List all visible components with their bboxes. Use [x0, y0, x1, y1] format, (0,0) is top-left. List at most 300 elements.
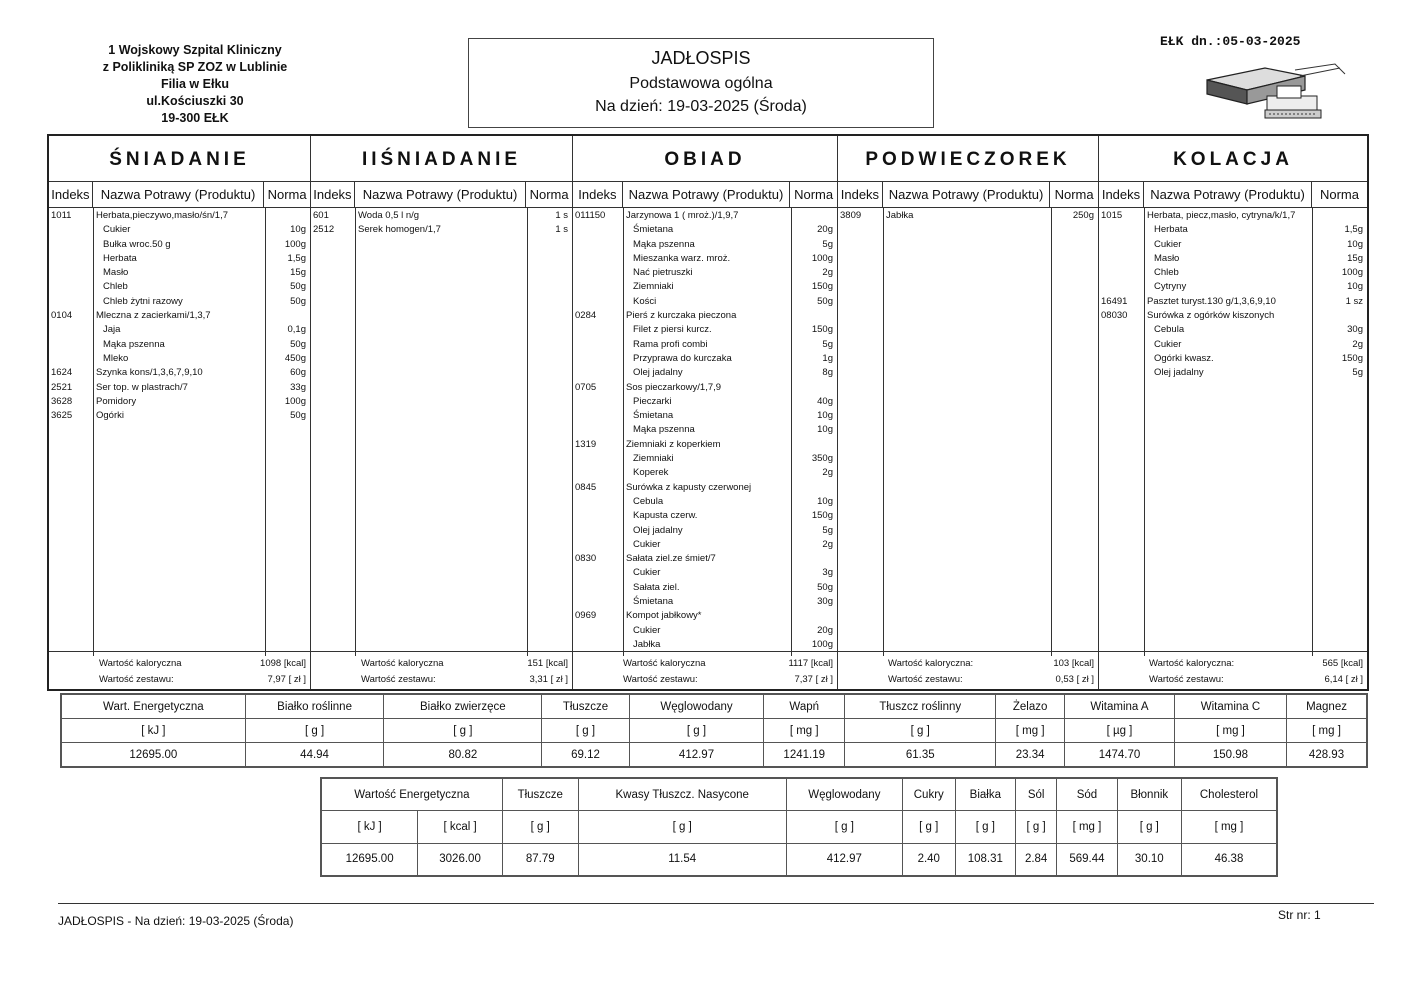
item-name: Jaja — [103, 324, 121, 336]
item-name: Sałata ziel. — [633, 581, 680, 593]
table-cell: Magnez — [1287, 695, 1367, 719]
table-cell: Wartość Energetyczna — [322, 779, 503, 811]
table-cell: Tłuszcz roślinny — [845, 695, 996, 719]
cost: 0,53 [ zł ] — [1055, 674, 1094, 685]
meal-rows — [49, 210, 310, 424]
list-item — [1099, 296, 1367, 310]
item-index: 0830 — [575, 553, 597, 565]
table-cell: 61.35 — [845, 743, 996, 767]
table-cell: 3026.00 — [418, 843, 503, 875]
item-index: 2521 — [51, 381, 73, 393]
list-item — [573, 367, 837, 381]
item-norm: 50g — [290, 338, 306, 350]
table-cell: [ g ] — [955, 811, 1015, 843]
table-cell: [ g ] — [502, 811, 578, 843]
item-name: Mąka pszenna — [633, 238, 695, 250]
item-name: Ziemniaki — [633, 281, 674, 293]
list-item — [1099, 210, 1367, 224]
meal-summary — [49, 651, 310, 691]
menu-table — [47, 134, 1369, 691]
meal-title: ŚNIADANIE — [49, 136, 310, 182]
item-norm: 20g — [817, 224, 833, 236]
list-item — [1099, 353, 1367, 367]
item-norm: 10g — [817, 410, 833, 422]
item-norm: 2g — [822, 267, 833, 279]
table-cell: 569.44 — [1057, 843, 1117, 875]
table-cell: 428.93 — [1287, 743, 1367, 767]
item-name: Herbata, piecz,masło, cytryna/k/1,7 — [1147, 210, 1296, 221]
meal-title: IIŚNIADANIE — [311, 136, 572, 182]
item-index: 0705 — [575, 381, 597, 393]
item-norm: 8g — [822, 367, 833, 379]
table-cell: [ g ] — [1016, 811, 1057, 843]
item-index: 1624 — [51, 367, 73, 379]
list-item — [838, 210, 1098, 224]
item-norm: 50g — [817, 295, 833, 307]
item-norm: 40g — [817, 395, 833, 407]
item-name: Jarzynowa 1 ( mroż.)/1,9,7 — [626, 210, 739, 221]
table-cell: Sód — [1057, 779, 1117, 811]
cost: 3,31 [ zł ] — [529, 674, 568, 685]
list-item — [1099, 367, 1367, 381]
list-item — [49, 296, 310, 310]
book-computer-icon — [1205, 62, 1355, 122]
meal-summary — [838, 651, 1098, 691]
list-item — [573, 224, 837, 238]
item-name: Olej jadalny — [1154, 367, 1204, 379]
column-headers — [838, 182, 1098, 208]
item-name: Bułka wroc.50 g — [103, 238, 171, 250]
meal-rows — [1099, 210, 1367, 382]
list-item — [573, 410, 837, 424]
hospital-line2: z Polikliniką SP ZOZ w Lublinie — [102, 60, 288, 74]
item-name: Herbata — [103, 252, 137, 264]
meal-title: KOLACJA — [1099, 136, 1367, 182]
kcal: 1117 [kcal] — [788, 658, 833, 669]
item-name: Ser top. w plastrach/7 — [96, 381, 188, 393]
item-name: Mleko — [103, 352, 129, 364]
item-index: 1011 — [51, 210, 72, 221]
item-name: Cukier — [633, 624, 661, 636]
kcal: 103 [kcal] — [1053, 658, 1094, 669]
hospital-name: 1 Wojskowy Szpital Kliniczny — [108, 43, 282, 57]
table-cell: [ µg ] — [1065, 719, 1175, 743]
table-cell: [ mg ] — [1174, 719, 1286, 743]
table-cell: [ g ] — [578, 811, 786, 843]
list-item — [573, 482, 837, 496]
item-norm: 1,5g — [287, 252, 306, 264]
item-norm: 100g — [284, 395, 306, 407]
item-name: Pomidory — [96, 395, 137, 407]
item-name: Filet z piersi kurcz. — [633, 324, 712, 336]
item-name: Kompot jabłkowy* — [626, 610, 702, 622]
list-item — [49, 267, 310, 281]
table-cell: Węglowodany — [629, 695, 763, 719]
kcal: 151 [kcal] — [527, 658, 568, 669]
item-name: Chleb — [1154, 267, 1179, 279]
column-headers — [49, 182, 310, 208]
column-headers — [311, 182, 572, 208]
item-norm: 60g — [290, 367, 306, 379]
menu-date: Na dzień: 19-03-2025 (Środa) — [595, 98, 807, 115]
column-divider — [527, 208, 528, 656]
list-item — [49, 253, 310, 267]
list-item — [573, 496, 837, 510]
list-item — [1099, 339, 1367, 353]
header-index: Indeks — [573, 182, 623, 207]
meal-column — [1099, 136, 1367, 689]
item-index: 2512 — [313, 224, 335, 236]
table-cell: Wart. Energetyczna — [62, 695, 246, 719]
list-item — [49, 310, 310, 324]
table-cell: 80.82 — [384, 743, 542, 767]
item-norm: 150g — [811, 324, 833, 336]
cost-label: Wartość zestawu: — [1149, 674, 1224, 685]
page-number: Str nr: 1 — [1278, 908, 1321, 922]
list-item — [573, 525, 837, 539]
table-cell: Białka — [955, 779, 1015, 811]
table-cell: [ mg ] — [1057, 811, 1117, 843]
item-norm: 33g — [290, 381, 306, 393]
table-cell: 2.40 — [902, 843, 955, 875]
item-index: 0845 — [575, 481, 597, 493]
item-norm: 150g — [1341, 352, 1363, 364]
table-cell: Witamina C — [1174, 695, 1286, 719]
list-item — [49, 281, 310, 295]
item-name: Jabłka — [633, 638, 661, 650]
item-norm: 10g — [290, 224, 306, 236]
hospital-city: 19-300 EŁK — [161, 111, 229, 125]
item-norm: 10g — [1347, 238, 1363, 250]
item-norm: 1 s — [555, 210, 568, 221]
table-cell: 69.12 — [542, 743, 630, 767]
item-name: Mleczna z zacierkami/1,3,7 — [96, 310, 211, 322]
table-cell: [ g ] — [902, 811, 955, 843]
issue-date: EŁK dn.:05-03-2025 — [1160, 34, 1301, 49]
item-name: Olej jadalny — [633, 524, 683, 536]
item-norm: 10g — [817, 495, 833, 507]
item-index: 011150 — [575, 210, 606, 221]
list-item — [573, 281, 837, 295]
table-cell: 12695.00 — [62, 743, 246, 767]
table-cell: [ g ] — [845, 719, 996, 743]
table-cell: 23.34 — [996, 743, 1065, 767]
table-cell: Cukry — [902, 779, 955, 811]
header-norm: Norma — [267, 187, 307, 202]
column-divider — [883, 208, 884, 656]
item-norm: 2g — [822, 538, 833, 550]
list-item — [1099, 224, 1367, 238]
list-item — [49, 396, 310, 410]
table-cell: Tłuszcze — [502, 779, 578, 811]
item-index: 08030 — [1101, 310, 1128, 322]
header-norm: Norma — [1054, 187, 1094, 202]
table-cell: 108.31 — [955, 843, 1015, 875]
list-item — [49, 224, 310, 238]
table-cell: [ g ] — [629, 719, 763, 743]
column-divider — [1051, 208, 1052, 656]
item-name: Woda 0,5 l n/g — [358, 210, 420, 221]
table-cell: 87.79 — [502, 843, 578, 875]
kcal: 565 [kcal] — [1322, 658, 1363, 669]
item-name: Masło — [103, 267, 129, 279]
list-item — [49, 382, 310, 396]
cost-label: Wartość zestawu: — [99, 674, 174, 685]
item-name: Ogórki kwasz. — [1154, 352, 1214, 364]
unit-row — [322, 811, 1277, 843]
item-index: 0104 — [51, 310, 73, 322]
table-cell: 12695.00 — [322, 843, 418, 875]
item-norm: 50g — [290, 295, 306, 307]
table-cell: Białko zwierzęce — [384, 695, 542, 719]
list-item — [573, 382, 837, 396]
meal-column — [311, 136, 573, 689]
item-norm: 5g — [1352, 367, 1363, 379]
meal-summary — [311, 651, 572, 691]
item-norm: 1 s — [555, 224, 568, 236]
item-name: Kapusta czerw. — [633, 510, 698, 522]
item-norm: 15g — [1347, 252, 1363, 264]
header-name: Nazwa Potrawy (Produktu) — [883, 182, 1050, 207]
header-norm: Norma — [1319, 187, 1359, 202]
list-item — [1099, 253, 1367, 267]
kcal-label: Wartość kaloryczna — [99, 658, 182, 669]
item-name: Ogórki — [96, 410, 124, 422]
item-norm: 50g — [817, 581, 833, 593]
item-norm: 100g — [1341, 267, 1363, 279]
item-name: Sos pieczarkowy/1,7,9 — [626, 381, 722, 393]
cost: 7,97 [ zł ] — [267, 674, 306, 685]
list-item — [573, 310, 837, 324]
table-cell: 1241.19 — [764, 743, 845, 767]
list-item — [49, 339, 310, 353]
item-norm: 0,1g — [287, 324, 306, 336]
item-name: Pieczarki — [633, 395, 672, 407]
meal-summary — [1099, 651, 1367, 691]
meal-title: PODWIECZOREK — [838, 136, 1098, 182]
table-cell: [ g ] — [1117, 811, 1181, 843]
item-norm: 250g — [1072, 210, 1094, 221]
item-name: Masło — [1154, 252, 1180, 264]
list-item — [573, 596, 837, 610]
table-cell: [ g ] — [542, 719, 630, 743]
meal-summary — [573, 651, 837, 691]
header-name: Nazwa Potrawy (Produktu) — [1144, 182, 1312, 207]
header-norm: Norma — [529, 187, 569, 202]
item-norm: 2g — [822, 467, 833, 479]
item-norm: 1,5g — [1344, 224, 1363, 236]
item-name: Śmietana — [633, 224, 674, 236]
table-cell: Cholesterol — [1181, 779, 1276, 811]
page-title: JADŁOSPIS — [651, 48, 751, 68]
item-name: Śmietana — [633, 410, 674, 422]
item-name: Cukier — [633, 567, 661, 579]
header-row — [62, 695, 1367, 719]
list-item — [311, 224, 572, 238]
kcal-label: Wartość kaloryczna — [623, 658, 706, 669]
column-divider — [355, 208, 356, 656]
table-cell: [ g ] — [245, 719, 384, 743]
table-cell: 44.94 — [245, 743, 384, 767]
list-item — [1099, 239, 1367, 253]
item-index: 0284 — [575, 310, 597, 322]
list-item — [1099, 267, 1367, 281]
meal-rows — [311, 210, 572, 239]
kcal-label: Wartość kaloryczna: — [888, 658, 974, 669]
item-norm: 5g — [822, 524, 833, 536]
item-index: 1319 — [575, 438, 597, 450]
item-name: Cebula — [633, 495, 664, 507]
header-name: Nazwa Potrawy (Produktu) — [355, 182, 526, 207]
meal-rows — [838, 210, 1098, 224]
table-cell: 150.98 — [1174, 743, 1286, 767]
list-item — [573, 610, 837, 624]
column-headers — [573, 182, 837, 208]
list-item — [311, 210, 572, 224]
list-item — [573, 267, 837, 281]
item-norm: 450g — [284, 352, 306, 364]
kcal: 1098 [kcal] — [260, 658, 306, 669]
item-name: Mieszanka warz. mroż. — [633, 252, 731, 264]
table-cell: 46.38 — [1181, 843, 1276, 875]
footer-divider — [58, 903, 1374, 904]
list-item — [49, 410, 310, 424]
item-index: 3625 — [51, 410, 73, 422]
item-index: 3809 — [840, 210, 862, 221]
list-item — [49, 210, 310, 224]
item-norm: 5g — [822, 338, 833, 350]
header-index: Indeks — [311, 182, 355, 207]
list-item — [573, 567, 837, 581]
item-norm: 10g — [817, 424, 833, 436]
table-cell: [ mg ] — [1287, 719, 1367, 743]
list-item — [573, 625, 837, 639]
item-name: Pierś z kurczaka pieczona — [626, 310, 737, 322]
list-item — [573, 510, 837, 524]
table-cell: [ kcal ] — [418, 811, 503, 843]
list-item — [1099, 324, 1367, 338]
header-index: Indeks — [838, 182, 883, 207]
item-name: Olej jadalny — [633, 367, 683, 379]
item-name: Pasztet turyst.130 g/1,3,6,9,10 — [1147, 295, 1276, 307]
table-cell: Tłuszcze — [542, 695, 630, 719]
item-name: Cukier — [1154, 238, 1182, 250]
item-norm: 150g — [811, 281, 833, 293]
item-name: Cytryny — [1154, 281, 1187, 293]
list-item — [573, 253, 837, 267]
list-item — [1099, 310, 1367, 324]
table-cell: Sól — [1016, 779, 1057, 811]
item-name: Sałata ziel.ze śmiet/7 — [626, 553, 716, 565]
list-item — [573, 453, 837, 467]
table-cell: Błonnik — [1117, 779, 1181, 811]
list-item — [573, 582, 837, 596]
item-norm: 5g — [822, 238, 833, 250]
item-name: Mąka pszenna — [103, 338, 165, 350]
table-cell: [ g ] — [786, 811, 902, 843]
cost-label: Wartość zestawu: — [361, 674, 436, 685]
kcal-label: Wartość kaloryczna: — [1149, 658, 1235, 669]
list-item — [573, 539, 837, 553]
list-item — [573, 424, 837, 438]
item-norm: 100g — [284, 238, 306, 250]
list-item — [573, 553, 837, 567]
list-item — [573, 439, 837, 453]
cost-label: Wartość zestawu: — [888, 674, 963, 685]
item-name: Mąka pszenna — [633, 424, 695, 436]
item-norm: 50g — [290, 410, 306, 422]
table-cell: Białko roślinne — [245, 695, 384, 719]
cost-label: Wartość zestawu: — [623, 674, 698, 685]
kcal-label: Wartość kaloryczna — [361, 658, 444, 669]
item-norm: 150g — [811, 510, 833, 522]
table-cell: Wapń — [764, 695, 845, 719]
item-name: Chleb żytni razowy — [103, 295, 183, 307]
item-name: Cebula — [1154, 324, 1185, 336]
item-norm: 3g — [822, 567, 833, 579]
header-index: Indeks — [1099, 182, 1144, 207]
meal-column — [573, 136, 838, 689]
table-cell: 412.97 — [786, 843, 902, 875]
item-name: Cukier — [1154, 338, 1182, 350]
footer-text: JADŁOSPIS - Na dzień: 19-03-2025 (Środa) — [58, 914, 294, 928]
list-item — [573, 339, 837, 353]
list-item — [573, 239, 837, 253]
item-name: Cukier — [633, 538, 661, 550]
table-cell: [ mg ] — [996, 719, 1065, 743]
item-norm: 100g — [811, 252, 833, 264]
item-norm: 100g — [811, 638, 833, 650]
header-norm: Norma — [794, 187, 834, 202]
list-item — [49, 239, 310, 253]
table-cell: 30.10 — [1117, 843, 1181, 875]
item-name: Jabłka — [886, 210, 914, 221]
table-cell: Kwasy Tłuszcz. Nasycone — [578, 779, 786, 811]
cost: 7,37 [ zł ] — [794, 674, 833, 685]
item-name: Serek homogen/1,7 — [358, 224, 441, 236]
table-cell: 2.84 — [1016, 843, 1057, 875]
item-norm: 2g — [1352, 338, 1363, 350]
item-name: Kości — [633, 295, 657, 307]
item-norm: 350g — [811, 453, 833, 465]
meal-column — [838, 136, 1099, 689]
item-index: 1015 — [1101, 210, 1123, 221]
table-cell: 1474.70 — [1065, 743, 1175, 767]
nutrition-table-1 — [60, 693, 1368, 768]
item-name: Surówka z ogórków kiszonych — [1147, 310, 1275, 322]
table-cell: 11.54 — [578, 843, 786, 875]
table-cell: [ mg ] — [1181, 811, 1276, 843]
nutrition-table-2 — [320, 777, 1278, 877]
meal-rows — [573, 210, 837, 653]
meal-title: OBIAD — [573, 136, 837, 182]
hospital-address — [80, 42, 310, 127]
item-name: Surówka z kapusty czerwonej — [626, 481, 752, 493]
item-index: 0969 — [575, 610, 597, 622]
list-item — [573, 296, 837, 310]
hospital-line3: Filia w Ełku — [160, 77, 230, 91]
item-name: Ziemniaki z koperkiem — [626, 438, 721, 450]
header-name: Nazwa Potrawy (Produktu) — [93, 182, 264, 207]
item-index: 601 — [313, 210, 329, 221]
list-item — [49, 367, 310, 381]
header-row — [322, 779, 1277, 811]
item-norm: 30g — [817, 596, 833, 608]
item-name: Herbata,pieczywo,masło/śn/1,7 — [96, 210, 229, 221]
item-index: 16491 — [1101, 295, 1128, 307]
item-norm: 30g — [1347, 324, 1363, 336]
table-cell: Witamina A — [1065, 695, 1175, 719]
